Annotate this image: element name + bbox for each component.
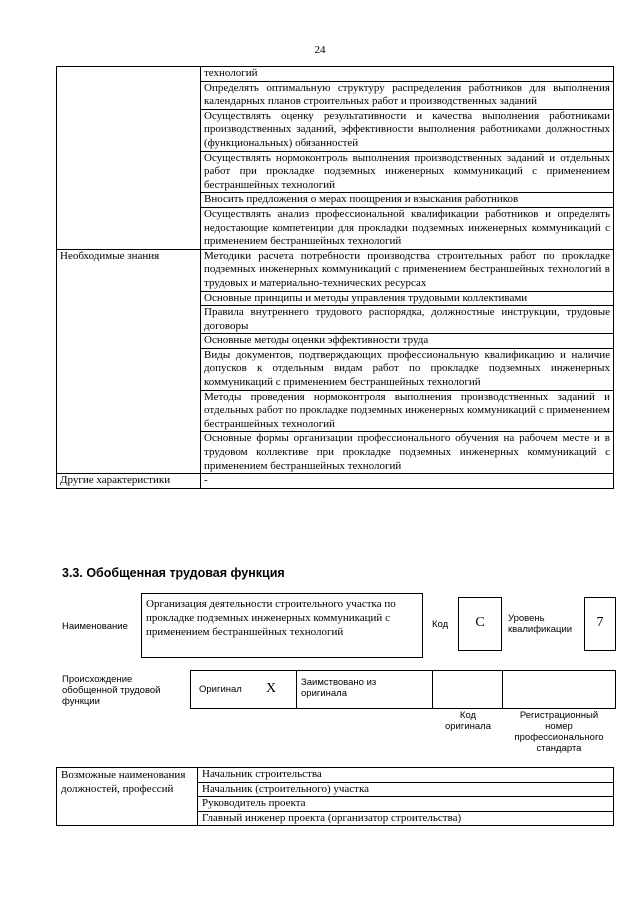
name-label: Наименование (62, 621, 128, 632)
table-cell: Методики расчета потребности производства строительных работ по прокладке подземных инженерных коммуникаций с применением бестраншейных технологий в трудовых и материально-технических ресурсах (201, 249, 614, 291)
level-value: 7 (596, 615, 604, 630)
table-row-label (57, 67, 201, 250)
reg-number-label: Регистрационный номер профессионального стандарта (514, 710, 604, 754)
table-cell: - (201, 474, 614, 489)
table-cell: Осуществлять анализ профессиональной квалификации работников и определять недостающие компетенции для прокладки подземных инженерных коммуникаций с применением бестраншейных технологий (201, 207, 614, 249)
table-cell: Правила внутреннего трудового распорядка, должностные инструкции, трудовые договоры (201, 306, 614, 334)
name-value: Организация деятельности строительного участка по прокладке подземных инженерных коммуникаций с применением бестраншейных технологий (146, 598, 396, 638)
table-cell: Виды документов, подтверждающих профессиональную квалификацию и наличие допусков к отдельным видам работ по прокладке подземных инженерных коммуникаций с применением бестраншейных технологий (201, 348, 614, 390)
table-cell: Осуществлять нормоконтроль выполнения производственных заданий и отдельных работ при прокладке подземных инженерных коммуникаций с применением бестраншейных технологий (201, 151, 614, 193)
level-box (584, 597, 616, 651)
position-item: Начальник строительства (198, 768, 614, 783)
name-box (141, 593, 423, 658)
positions-label: Возможные наименования должностей, профессий (57, 768, 198, 826)
position-item: Начальник (строительного) участка (198, 782, 614, 797)
original-mark: X (266, 681, 277, 696)
table-cell: технологий (201, 67, 614, 82)
origin-divider (432, 670, 433, 708)
table-row-label: Необходимые знания (57, 249, 201, 474)
skills-table (56, 66, 614, 489)
origin-divider (296, 670, 297, 708)
table-cell: Основные принципы и методы управления трудовыми коллективами (201, 291, 614, 306)
code-label: Код (432, 619, 449, 630)
table-cell: Осуществлять оценку результативности и качества выполнения работниками производственных заданий, эффективности выполнения работниками должностных (функциональных) обязанностей (201, 109, 614, 151)
origin-divider (502, 670, 503, 708)
section-title: 3.3. Обобщенная трудовая функция (62, 566, 285, 580)
origin-label: Происхождение обобщенной трудовой функции (62, 674, 161, 707)
position-item: Руководитель проекта (198, 797, 614, 812)
table-row-label: Другие характеристики (57, 474, 201, 489)
table-cell: Основные формы организации профессионального обучения на рабочем месте и в трудовом коллективе при прокладке подземных инженерных коммуникаций с применением бестраншейных технологий (201, 432, 614, 474)
page-number: 24 (314, 44, 326, 56)
positions-table (56, 767, 614, 826)
table-cell: Определять оптимальную структуру распределения работников для выполнения календарных планов строительных работ и производственных заданий (201, 81, 614, 109)
position-item: Главный инженер проекта (организатор строительства) (198, 811, 614, 826)
code-value: C (475, 615, 485, 630)
code-box (458, 597, 502, 651)
level-label: Уровень квалификации (508, 613, 573, 635)
code-original-label: Код оригинала (444, 710, 491, 732)
table-cell: Методы проведения нормоконтроля выполнения производственных заданий и отдельных работ по прокладке подземных инженерных коммуникаций с применением бестраншейных технологий (201, 390, 614, 432)
table-cell: Вносить предложения о мерах поощрения и взыскания работников (201, 193, 614, 208)
borrowed-label: Заимствовано из оригинала (301, 677, 377, 699)
table-cell: Основные методы оценки эффективности труда (201, 334, 614, 349)
original-label: Оригинал (199, 684, 242, 695)
